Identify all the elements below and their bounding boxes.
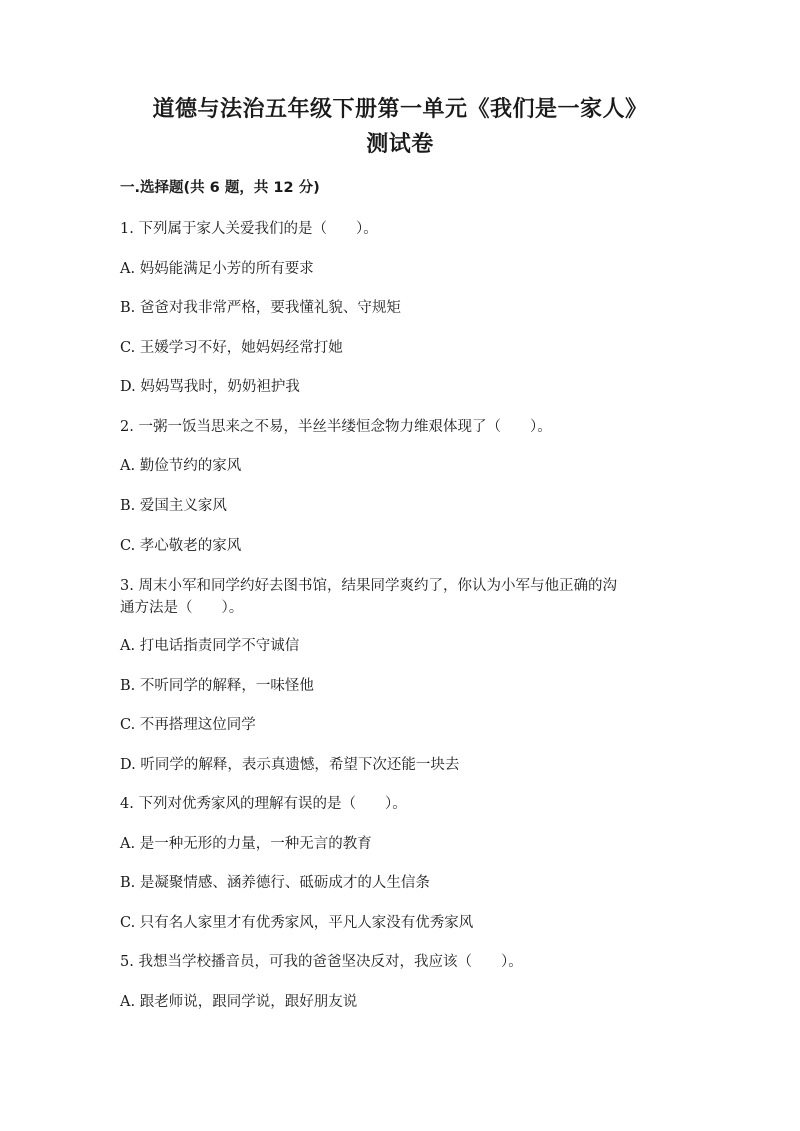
- option-5a: A. 跟老师说，跟同学说，跟好朋友说: [120, 994, 358, 1010]
- option-2c: C. 孝心敬老的家风: [120, 538, 242, 554]
- question-5: 5. 我想当学校播音员，可我的爸爸坚决反对，我应该（ ）。: [120, 954, 523, 970]
- question-2: 2. 一粥一饭当思来之不易，半丝半缕恒念物力维艰体现了（ ）。: [120, 419, 552, 435]
- option-3b: B. 不听同学的解释，一味怪他: [120, 678, 314, 694]
- option-2a: A. 勤俭节约的家风: [120, 458, 242, 474]
- option-4b: B. 是凝聚情感、涵养德行、砥砺成才的人生信条: [120, 875, 430, 891]
- option-1b: B. 爸爸对我非常严格，要我懂礼貌、守规矩: [120, 300, 401, 316]
- document-title: 道德与法治五年级下册第一单元《我们是一家人》: [152, 97, 648, 122]
- section-heading: 一.选择题(共 6 题，共 12 分): [120, 180, 320, 196]
- option-4c: C. 只有名人家里才有优秀家风，平凡人家没有优秀家风: [120, 915, 474, 931]
- option-3d: D. 听同学的解释，表示真遗憾，希望下次还能一块去: [120, 757, 460, 773]
- document-subtitle: 测试卷: [366, 132, 434, 157]
- option-3a: A. 打电话指责同学不守诚信: [120, 638, 300, 654]
- question-1: 1. 下列属于家人关爱我们的是（ ）。: [120, 221, 378, 237]
- question-3: 3. 周末小军和同学约好去图书馆，结果同学爽约了，你认为小军与他正确的沟: [120, 578, 617, 594]
- option-1a: A. 妈妈能满足小芳的所有要求: [120, 261, 314, 277]
- question-3-continued: 通方法是（ ）。: [120, 600, 244, 616]
- question-4: 4. 下列对优秀家风的理解有误的是（ ）。: [120, 796, 407, 812]
- option-2b: B. 爱国主义家风: [120, 498, 227, 514]
- option-3c: C. 不再搭理这位同学: [120, 717, 256, 733]
- option-1c: C. 王媛学习不好，她妈妈经常打她: [120, 340, 343, 356]
- option-4a: A. 是一种无形的力量，一种无言的教育: [120, 836, 372, 852]
- option-1d: D. 妈妈骂我时，奶奶袒护我: [120, 379, 300, 395]
